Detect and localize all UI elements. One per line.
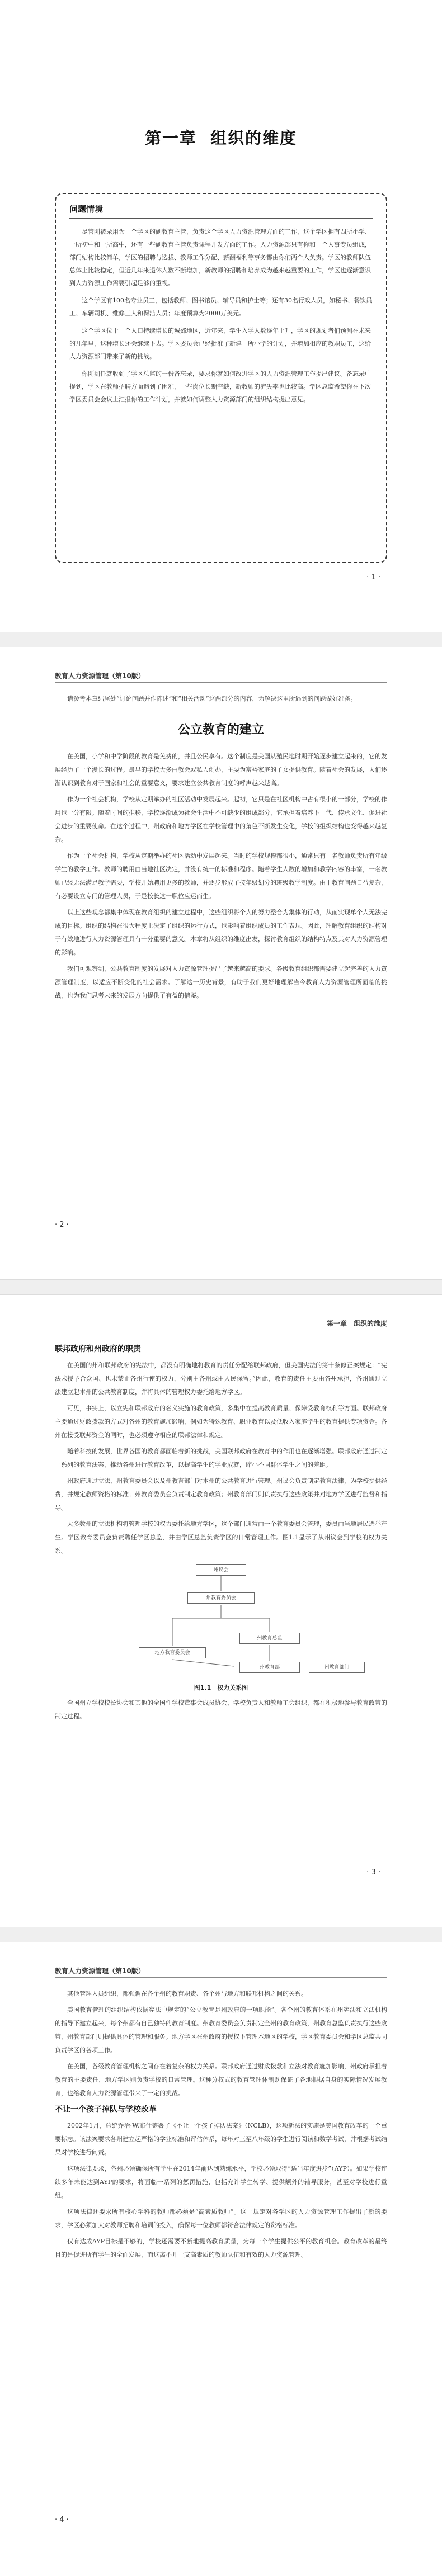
figure-caption: 图1.1 权力关系图 <box>194 1684 248 1691</box>
authority-diagram <box>55 1562 387 1681</box>
running-head: 教育人力资源管理（第10版） <box>55 672 145 680</box>
body-paragraph: 可见，事实上，以立宪和联邦政府的名义实施的教育政策，多集中在提高教育质量、保障受教育权利等方面。联邦政府主要通过财政拨款的方式对各州的教育施加影响，例如为特殊教育、职业教育以及低收入家庭学生的教育提供专项资金。各州在接受联邦资金的同时，也必须遵守相应的联邦法律和规定。 <box>55 1405 387 1439</box>
page-separator <box>0 632 442 647</box>
body-paragraph: 大多数州的立法机构将管理学校的权力委托给地方学区，这个部门通常由一个教育委员会管理，委员由当地居民选举产生。学区教育委员会负责聘任学区总监，并由学区总监负责学区的日常管理工作。图1.1显示了从州议会到学校的权力关系。 <box>55 1520 387 1554</box>
node-legislature: 州议会 <box>196 1564 246 1576</box>
chapter-name: 组织的维度 <box>210 129 298 148</box>
body-paragraph: 其他管理人员组织，都强调在各个州的教育职责、各个州与地方和联邦机构之间的关系。 <box>67 1990 307 1997</box>
case-paragraph: 这个学区有100名专业员工，包括教师、图书馆员、辅导员和护士等；还有30名行政人员，如秘书、餐饮员工、车辆司机、维修工人和保洁人员；年度预算为2000万美元。 <box>69 297 372 317</box>
body-paragraph: 在美国，各级教育管理机构之间存在着复杂的权力关系。联邦政府通过财政拨款和立法对教育施加影响，州政府承担着教育的主要责任，地方学区则负责学校的日常管理。这种分权式的教育管理体制既保证了各地根据自身的实际情况发展教育，也给教育人力资源管理带来了一定的挑战。 <box>55 2063 387 2097</box>
body-paragraph: 仅有达成AYP目标是不够的，学校还需要不断地提高教育质量，为每一个学生提供公平的教育机会。教育改革的最终目的是促进所有学生的全面发展，而这离不开一支高素质的教师队伍和有效的人力资源管理。 <box>55 2238 387 2258</box>
body-paragraph: 随着科技的发展，世界各国的教育都面临着新的挑战，美国联邦政府在教育中的作用也在逐渐增强。联邦政府通过制定一系列的教育法案，推动各州进行教育改革，以提高学生的学业成就，缩小不同群体学生之间的差距。 <box>55 1448 387 1468</box>
page-4 <box>0 1942 442 2574</box>
connector-line <box>172 1660 234 1666</box>
body-paragraph: 在美国，小学和中学阶段的教育是免费的，并且公民享有。这个制度是美国从殖民地时期开始逐步建立起来的，它的发展经历了一个漫长的过程。最早的学校大多由教会或私人创办，主要为富裕家庭的子女提供教育。随着社会的发展，人们逐渐认识到教育对于国家和社会的重要意义，要求建立公共教育制度的呼声越来越高。 <box>55 753 387 787</box>
case-paragraph: 尽管刚被录用为一个学区的副教育主管，负责这个学区人力资源管理方面的工作，这个学区拥有四所小学、一所初中和一所高中，还有一些副教育主管负责课程开发方面的工作。人力资源部只有你和一个人事专员组成，部门结构比较简单，学区的招聘与选拔、教师工作分配、薪酬福利等事务都由你们两个人负责。学区的教师队伍总体上比较稳定，但近几年来退休人数不断增加，新教师的招聘和培养成为越来越重要的工作，学区也逐渐意识到人力资源工作需要引起足够的重视。 <box>69 228 371 287</box>
body-paragraph: 我们可观察到，公共教育制度的发展对人力资源管理提出了越来越高的要求。各级教育组织都需要建立起完善的人力资源管理制度，以适应不断变化的社会需求。了解这一历史背景，有助于我们更好地理解当今教育人力资源管理所面临的挑战，也为我们思考未来的发展方向提供了有益的借鉴。 <box>55 965 387 999</box>
section-title: 公立教育的建立 <box>177 723 264 737</box>
case-paragraph: 你刚到任就收到了学区总监的一份备忘录，要求你就如何改进学区的人力资源管理工作提出建议。备忘录中提到，学区在教师招聘方面遇到了困难，一些岗位长期空缺，新教师的流失率也比较高。学区总监希望你在下次学区委员会会议上汇报你的工作计划，并就如何调整人力资源部门的组织结构提出意见。 <box>69 370 371 403</box>
intro-paragraph: 请参考本章结尾处“讨论问题并作陈述”和“相关活动”这两部分的内容，为解决这里所遇到的问题做好准备。 <box>67 695 357 702</box>
page-number: · 2 · <box>55 1221 69 1229</box>
page-separator <box>0 1927 442 1942</box>
page-3 <box>0 1295 442 1927</box>
header-rule <box>55 1977 387 1978</box>
chapter-title <box>0 126 442 149</box>
node-state-chief: 州教育总监 <box>239 1633 300 1644</box>
body-paragraph: 在美国的州和联邦政府的宪法中，都没有明确地将教育的责任分配给联邦政府，但美国宪法的第十条修正案规定：“宪法未授予合众国、也未禁止各州行使的权力，分别由各州或由人民保留。”因此，教育的责任主要由各州承担，各州通过立法建立起本州的公共教育制度，并将具体的管理权力委托给地方学区。 <box>55 1362 387 1396</box>
page-2 <box>0 647 442 1279</box>
body-paragraph: 这项法律要求，各州必须确保所有学生在2014年前达到熟练水平，学校必须取得“适当年度进步”（AYP）。如果学校连续多年未能达到AYP的要求，将面临一系列的惩罚措施，包括允许学生转学、提供额外的辅导服务，甚至对学校进行重组。 <box>55 2165 387 2199</box>
body-paragraph: 以上这些观念都集中体现在教育组织的建立过程中，这些组织将个人的努力整合为集体的行动，从而实现单个人无法完成的目标。组织的结构在很大程度上决定了组织的运行方式，也影响着组织成员的工作表现。因此，理解教育组织的结构对于有效地进行人力资源管理具有十分重要的意义。本章将从组织的维度出发，探讨教育组织的结构特点及其对人力资源管理的影响。 <box>55 909 387 956</box>
body-paragraph: 美国教育管理的组织结构依据宪法中规定的“公立教育是州政府的一项职能”。各个州的教育体系在州宪法和立法机构的指导下建立起来，每个州都有自己独特的教育制度。州教育委员会负责制定全州的教育政策，州教育总监负责执行这些政策，州教育部门则提供具体的管理和服务。地方学区在州政府的授权下管理本地区的学校，学区教育委员会和学区总监共同负责学区的各项工作。 <box>55 2006 387 2054</box>
page-number: · 3 · <box>366 1868 380 1877</box>
page-content <box>55 1987 387 2265</box>
node-sub-department: 州教育部门 <box>309 1662 365 1673</box>
case-paragraph: 这个学区位于一个人口持续增长的城郊地区，近年来，学生入学人数逐年上升，学区的规划者们预测在未来的几年里，这种增长还会继续下去。学区委员会已经批准了新建一所小学的计划，并增加相应的教职员工，这给人力资源部门带来了新的挑战。 <box>69 327 371 360</box>
body-paragraph: 州政府通过立法、州教育委员会以及州教育部门对本州的公共教育进行管理。州议会负责制定教育法律，为学校提供经费，并规定教师资格的标准；州教育委员会负责制定教育政策；州教育部门则负责执行这些政策并对地方学区进行监督和指导。 <box>55 1477 387 1511</box>
body-paragraph: 作为一个社会机构，学校从定期举办的社区活动中发展起来。起初，它只是在社区机构中占有很小的一部分，学校的作用也十分有限。随着时间的推移，学校逐渐成为社会生活中不可缺少的组成部分，它承担着培养下一代、传承文化、促进社会进步的重要使命。在这个过程中，州政府和地方学区在学校管理中的角色不断发生变化，学校的组织结构也变得越来越复杂。 <box>55 796 387 843</box>
case-box <box>55 193 387 563</box>
page-separator <box>0 1279 442 1295</box>
page-content <box>55 692 387 1005</box>
body-paragraph: 作为一个社会机构，学校从定期举办的社区活动中发展起来。当时的学校规模都很小，通常只有一名教师负责所有年级学生的教学工作。教师的聘用由当地社区决定，并没有统一的标准和程序。随着学生人数的增加和教学内容的丰富，一名教师已经无法满足教学需要，学校开始聘用更多的教师，并逐步形成了按年级划分的班级教学制度。由于教育问题日益复杂，有必要设立专门的管理人员，于是校长这一职位应运而生。 <box>55 852 387 900</box>
body-paragraph: 这项法律还要求所有核心学科的教师都必须是“高素质教师”。这一规定对各学区的人力资源管理工作提出了新的要求，学区必须加大对教师招聘和培训的投入，确保每一位教师都符合法律规定的资格标准。 <box>55 2208 387 2229</box>
running-head: 教育人力资源管理（第10版） <box>55 1967 145 1975</box>
page-1 <box>0 0 442 632</box>
chapter-label: 第一章 <box>144 129 197 148</box>
node-local-board: 地方教育委员会 <box>139 1647 206 1658</box>
case-box-title: 问题情境 <box>69 203 373 219</box>
page-number: · 1 · <box>366 573 380 582</box>
node-state-board: 州教育委员会 <box>187 1592 255 1604</box>
subsection-title: 不让一个孩子掉队与学校改革 <box>55 2105 157 2114</box>
page-number: · 4 · <box>55 2516 69 2524</box>
running-head: 第一章 组织的维度 <box>326 1320 387 1327</box>
subsection-title: 联邦政府和州政府的职责 <box>55 1345 141 1354</box>
body-paragraph: 全国州立学校校长协会和其他的全国性学校董事会成员协会、学校负责人和教师工会组织，都在积极地参与教育政策的制定过程。 <box>55 1699 387 1720</box>
page-content <box>55 1340 387 1726</box>
body-paragraph: 2002年1月，总统乔治·W.布什签署了《不让一个孩子掉队法案》（NCLB），这项新法的实施是美国教育改革的一个重要标志。该法案要求各州建立起严格的学业标准和评估体系，每年对三至八年级的学生进行阅读和数学考试，并根据考试结果对学校进行问责。 <box>55 2122 387 2156</box>
node-state-department: 州教育部 <box>239 1662 300 1673</box>
header-rule <box>55 682 387 683</box>
